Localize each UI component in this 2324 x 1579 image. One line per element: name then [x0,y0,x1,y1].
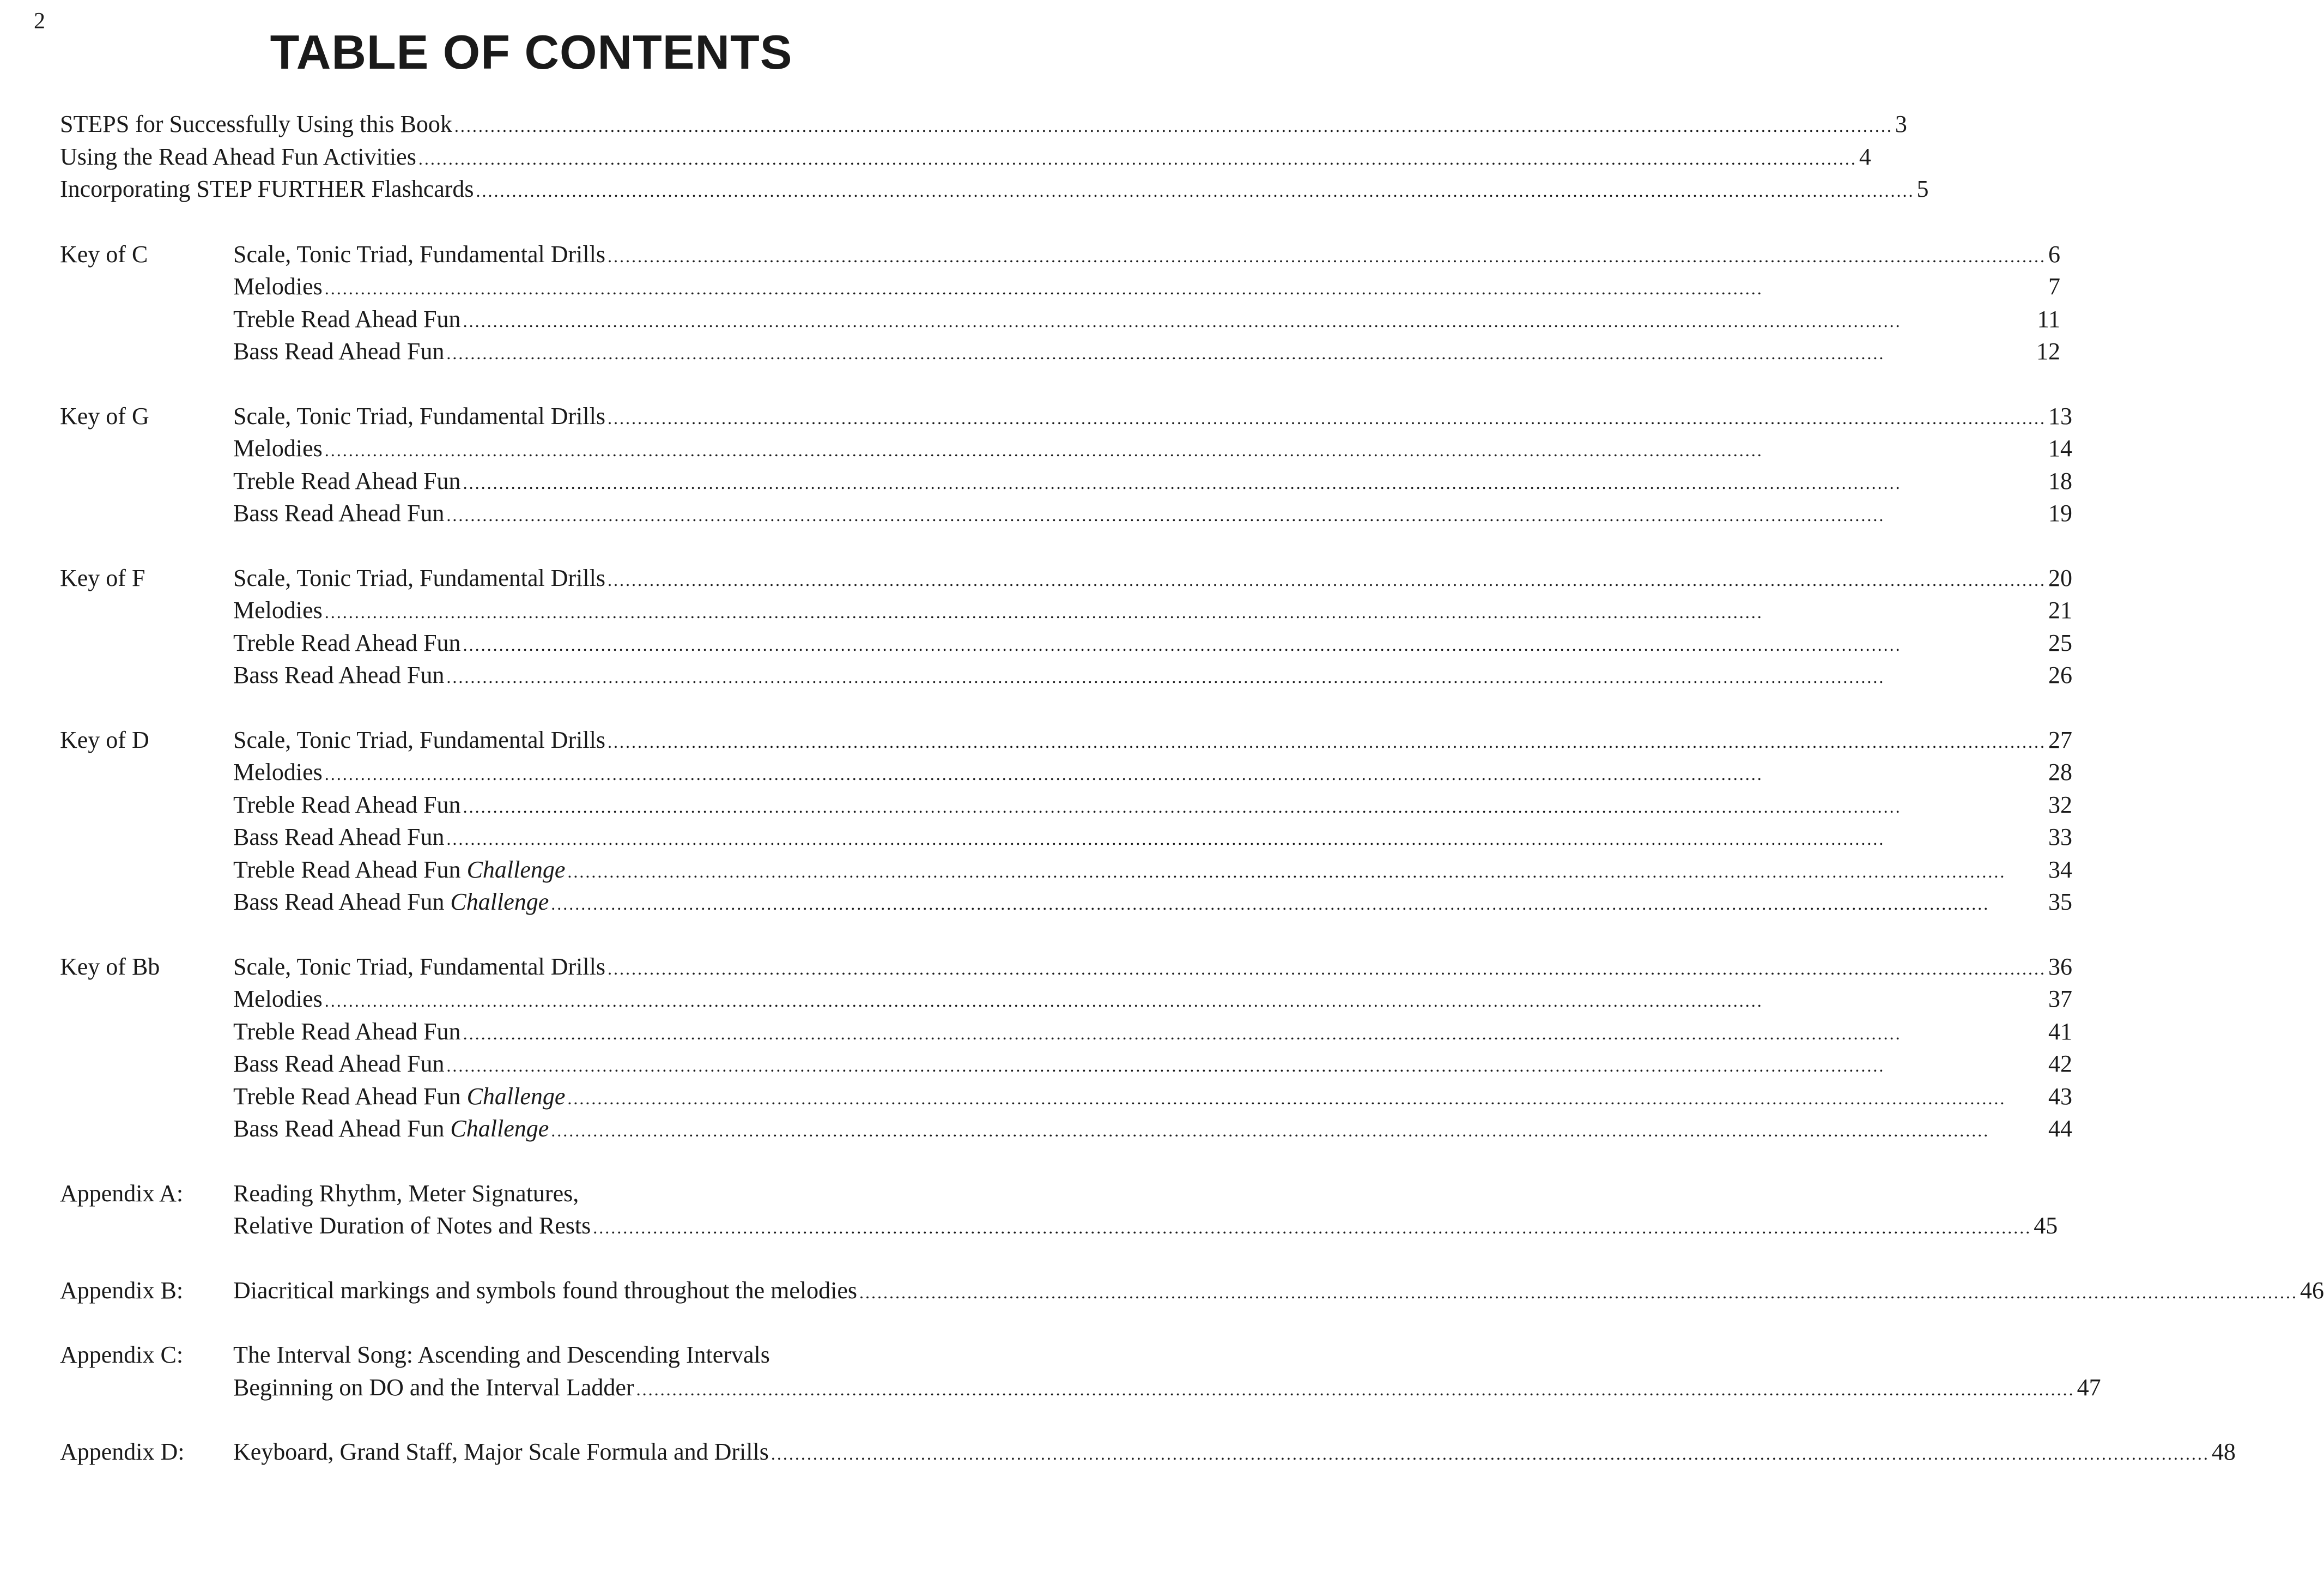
entry-title-text: Bass Read Ahead Fun [233,338,445,365]
toc-section [60,1436,2236,1468]
entry-title-text: Using the Read Ahead Fun Activities [60,143,416,170]
entry-page-number: 6 [2048,240,2060,268]
section-entries [233,1177,2058,1242]
entry-title [233,821,444,854]
toc-entry[interactable] [233,854,2072,886]
entry-page-number: 3 [1895,111,1907,137]
entry-page-number: 37 [2048,985,2072,1012]
section-label: Key of G [60,402,149,429]
entry-title-text: Beginning on DO and the Interval Ladder [233,1374,634,1401]
entry-title [233,1015,461,1048]
entry-page-number: 44 [2048,1115,2072,1142]
dot-leader [551,1115,2046,1147]
entry-title [233,303,461,336]
dot-leader [463,467,2046,500]
dot-leader [446,1050,2046,1082]
toc-entry[interactable] [233,1274,2324,1307]
entry-title [233,1209,591,1242]
entry-page-number: 47 [2077,1374,2101,1401]
entry-page-number: 36 [2048,953,2072,980]
entry-page-number: 43 [2048,1082,2072,1110]
entry-title-text: Treble Read Ahead Fun [233,467,461,494]
entry-page-number: 42 [2048,1050,2072,1077]
toc-entry[interactable] [233,1177,2058,1210]
toc-entry[interactable] [233,432,2072,465]
toc-entry[interactable] [233,400,2072,433]
entry-title [233,335,444,368]
toc-entry[interactable] [233,270,2060,303]
toc-section [60,1177,2058,1242]
dot-leader [325,273,2046,305]
entry-title-text: Treble Read Ahead Fun [233,629,461,656]
entry-title-text: Melodies [233,435,323,462]
entry-page-number: 45 [2034,1212,2058,1239]
intro-entries [60,108,1929,205]
entry-title [60,108,452,141]
toc-entry[interactable] [60,141,1871,173]
page-title: TABLE OF CONTENTS [270,25,793,79]
dot-leader [446,499,2046,532]
toc-entry[interactable] [233,789,2072,821]
entry-title-text: The Interval Song: Ascending and Descending Intervals [233,1341,770,1368]
entry-title-text: Scale, Tonic Triad, Fundamental Drills [233,402,605,429]
dot-leader [859,1276,2298,1309]
toc-entry[interactable] [233,1015,2072,1048]
toc-entry[interactable] [233,821,2072,854]
section-label: Appendix B: [60,1276,184,1304]
toc-entry[interactable] [233,1339,2101,1371]
toc-section [60,1339,2101,1403]
toc-entry[interactable] [233,594,2072,627]
entry-title [233,1112,549,1145]
dot-leader [325,985,2046,1018]
entry-title [233,400,605,433]
entry-title [233,789,461,821]
toc-entry[interactable] [233,1209,2058,1242]
toc-entry[interactable] [233,1048,2072,1080]
toc-entry[interactable] [233,1371,2101,1404]
dot-leader [446,337,2034,370]
entry-page-number: 32 [2048,791,2072,818]
entry-title-text: Melodies [233,597,323,624]
entry-title-text: Diacritical markings and symbols found throughout the melodies [233,1276,858,1304]
entry-title [233,1177,579,1210]
toc-section [60,951,2072,1145]
entry-page-number: 14 [2048,435,2072,462]
entry-title [233,1080,565,1113]
dot-leader [446,823,2046,856]
toc-entry[interactable] [233,659,2072,692]
dot-leader [593,1212,2031,1244]
entry-page-number: 27 [2048,726,2072,753]
section-label: Key of C [60,240,148,268]
entry-page-number: 13 [2048,402,2072,429]
toc-entry[interactable] [233,303,2060,336]
entry-page-number: 12 [2036,338,2060,365]
entry-title [233,983,323,1015]
entry-title [233,659,444,692]
toc-entry[interactable] [233,1080,2072,1113]
entry-page-number: 5 [1916,176,1929,202]
dot-leader [463,1018,2046,1050]
toc-entry[interactable] [233,756,2072,789]
entry-title [233,594,323,627]
section-label: Appendix C: [60,1341,184,1368]
entry-title-text: Treble Read Ahead Fun [233,1018,461,1045]
entry-title-text: Melodies [233,273,323,300]
entry-title [60,173,474,205]
dot-leader [608,240,2046,273]
table-of-contents [60,108,2324,1501]
entry-title-text: Bass Read Ahead Fun [233,824,445,850]
entry-title-text: Scale, Tonic Triad, Fundamental Drills [233,564,605,591]
toc-entry[interactable] [233,627,2072,660]
entry-title-text: Bass Read Ahead Fun [233,1050,445,1077]
entry-title-text: Incorporating STEP FURTHER Flashcards [60,176,474,202]
section-entries [233,238,2060,368]
entry-title [233,270,323,303]
section-entries [233,400,2072,530]
dot-leader [325,434,2046,467]
entry-title [233,238,605,271]
dot-leader [608,564,2046,597]
entry-page-number: 46 [2300,1276,2324,1304]
dot-leader [463,305,2035,338]
page-number: 2 [34,9,45,34]
entry-title-text: Bass Read Ahead Fun [233,500,445,527]
entry-title-emphasis: Challenge [466,856,566,883]
toc-section [60,562,2072,692]
section-label: Key of F [60,564,145,591]
section-label: Appendix A: [60,1179,184,1207]
entry-title [233,951,605,983]
toc-entry[interactable] [233,1112,2072,1145]
toc-entry[interactable] [233,465,2072,498]
dot-leader [463,791,2046,824]
toc-section [60,1274,2324,1307]
entry-page-number: 48 [2211,1438,2236,1465]
section-entries [233,562,2072,692]
entry-page-number: 25 [2048,629,2072,656]
toc-section [60,724,2072,918]
toc-section [60,400,2072,530]
toc-entry[interactable] [233,886,2072,918]
entry-title-text: Scale, Tonic Triad, Fundamental Drills [233,726,605,753]
toc-entry[interactable] [233,951,2072,983]
entry-title-text: Scale, Tonic Triad, Fundamental Drills [233,953,605,980]
dot-leader [325,758,2046,791]
entry-title-text: STEPS for Successfully Using this Book [60,111,452,137]
toc-entry[interactable] [60,173,1929,205]
dot-leader [551,888,2046,921]
entry-title-text: Treble Read Ahead Fun [233,856,461,883]
entry-title-text: Melodies [233,759,323,785]
entry-title-text: Keyboard, Grand Staff, Major Scale Formula and Drills [233,1438,769,1465]
section-entries [233,1339,2101,1403]
entry-title [233,1371,634,1404]
entry-title-emphasis: Challenge [466,1082,566,1110]
entry-title-text: Reading Rhythm, Meter Signatures, [233,1179,579,1207]
entry-title-text: Bass Read Ahead Fun [233,662,445,688]
dot-leader [463,629,2046,662]
entry-title [233,465,461,498]
entry-title [233,1274,857,1307]
dot-leader [567,1082,2046,1115]
entry-page-number: 35 [2048,888,2072,915]
entry-title [233,724,605,757]
toc-entry[interactable] [233,238,2060,271]
entry-title-text: Bass Read Ahead Fun [233,1115,445,1142]
entry-title-text: Treble Read Ahead Fun [233,1082,461,1110]
dot-leader [608,402,2046,435]
entry-title [233,432,323,465]
toc-sections [60,238,2324,1468]
section-label: Key of Bb [60,953,160,980]
entry-title-text: Relative Duration of Notes and Rests [233,1212,591,1239]
dot-leader [608,953,2046,985]
entry-page-number: 26 [2048,662,2072,688]
section-label: Appendix D: [60,1438,185,1465]
entry-title-emphasis: Challenge [450,888,549,915]
toc-entry[interactable] [233,335,2060,368]
dot-leader [446,661,2046,694]
toc-entry[interactable] [233,562,2072,595]
entry-title-text: Scale, Tonic Triad, Fundamental Drills [233,240,605,268]
dot-leader [476,175,1915,208]
dot-leader [771,1438,2210,1471]
section-entries [233,724,2072,918]
entry-title [60,141,416,173]
entry-page-number: 11 [2037,305,2060,332]
entry-title-text: Treble Read Ahead Fun [233,791,461,818]
entry-title-emphasis: Challenge [450,1115,549,1142]
toc-entry[interactable] [233,1436,2236,1468]
dot-leader [636,1374,2075,1406]
entry-page-number: 18 [2048,467,2072,494]
entry-title [233,854,565,886]
entry-title [233,497,444,530]
dot-leader [325,596,2046,629]
dot-leader [454,110,1893,143]
dot-leader [608,726,2046,759]
entry-page-number: 19 [2048,500,2072,527]
toc-entry[interactable] [233,724,2072,757]
toc-section [60,238,2060,368]
entry-title-text: Bass Read Ahead Fun [233,888,445,915]
entry-title [233,1339,770,1371]
entry-title [233,1436,769,1468]
toc-entry[interactable] [233,983,2072,1015]
entry-title [233,627,461,660]
entry-title [233,756,323,789]
entry-page-number: 20 [2048,564,2072,591]
entry-page-number: 21 [2048,597,2072,624]
toc-entry[interactable] [60,108,1907,141]
toc-entry[interactable] [233,497,2072,530]
entry-page-number: 34 [2048,856,2072,883]
entry-title-text: Melodies [233,985,323,1012]
entry-page-number: 28 [2048,759,2072,785]
section-entries [233,1436,2236,1468]
entry-page-number: 33 [2048,824,2072,850]
section-entries [233,951,2072,1145]
entry-title [233,1048,444,1080]
entry-page-number: 7 [2048,273,2060,300]
entry-title [233,562,605,595]
entry-page-number: 41 [2048,1018,2072,1045]
entry-title [233,886,549,918]
entry-title-text: Treble Read Ahead Fun [233,305,461,332]
dot-leader [418,143,1857,176]
section-entries [233,1274,2324,1307]
entry-page-number: 4 [1859,143,1871,170]
dot-leader [567,856,2046,888]
section-label: Key of D [60,726,149,753]
